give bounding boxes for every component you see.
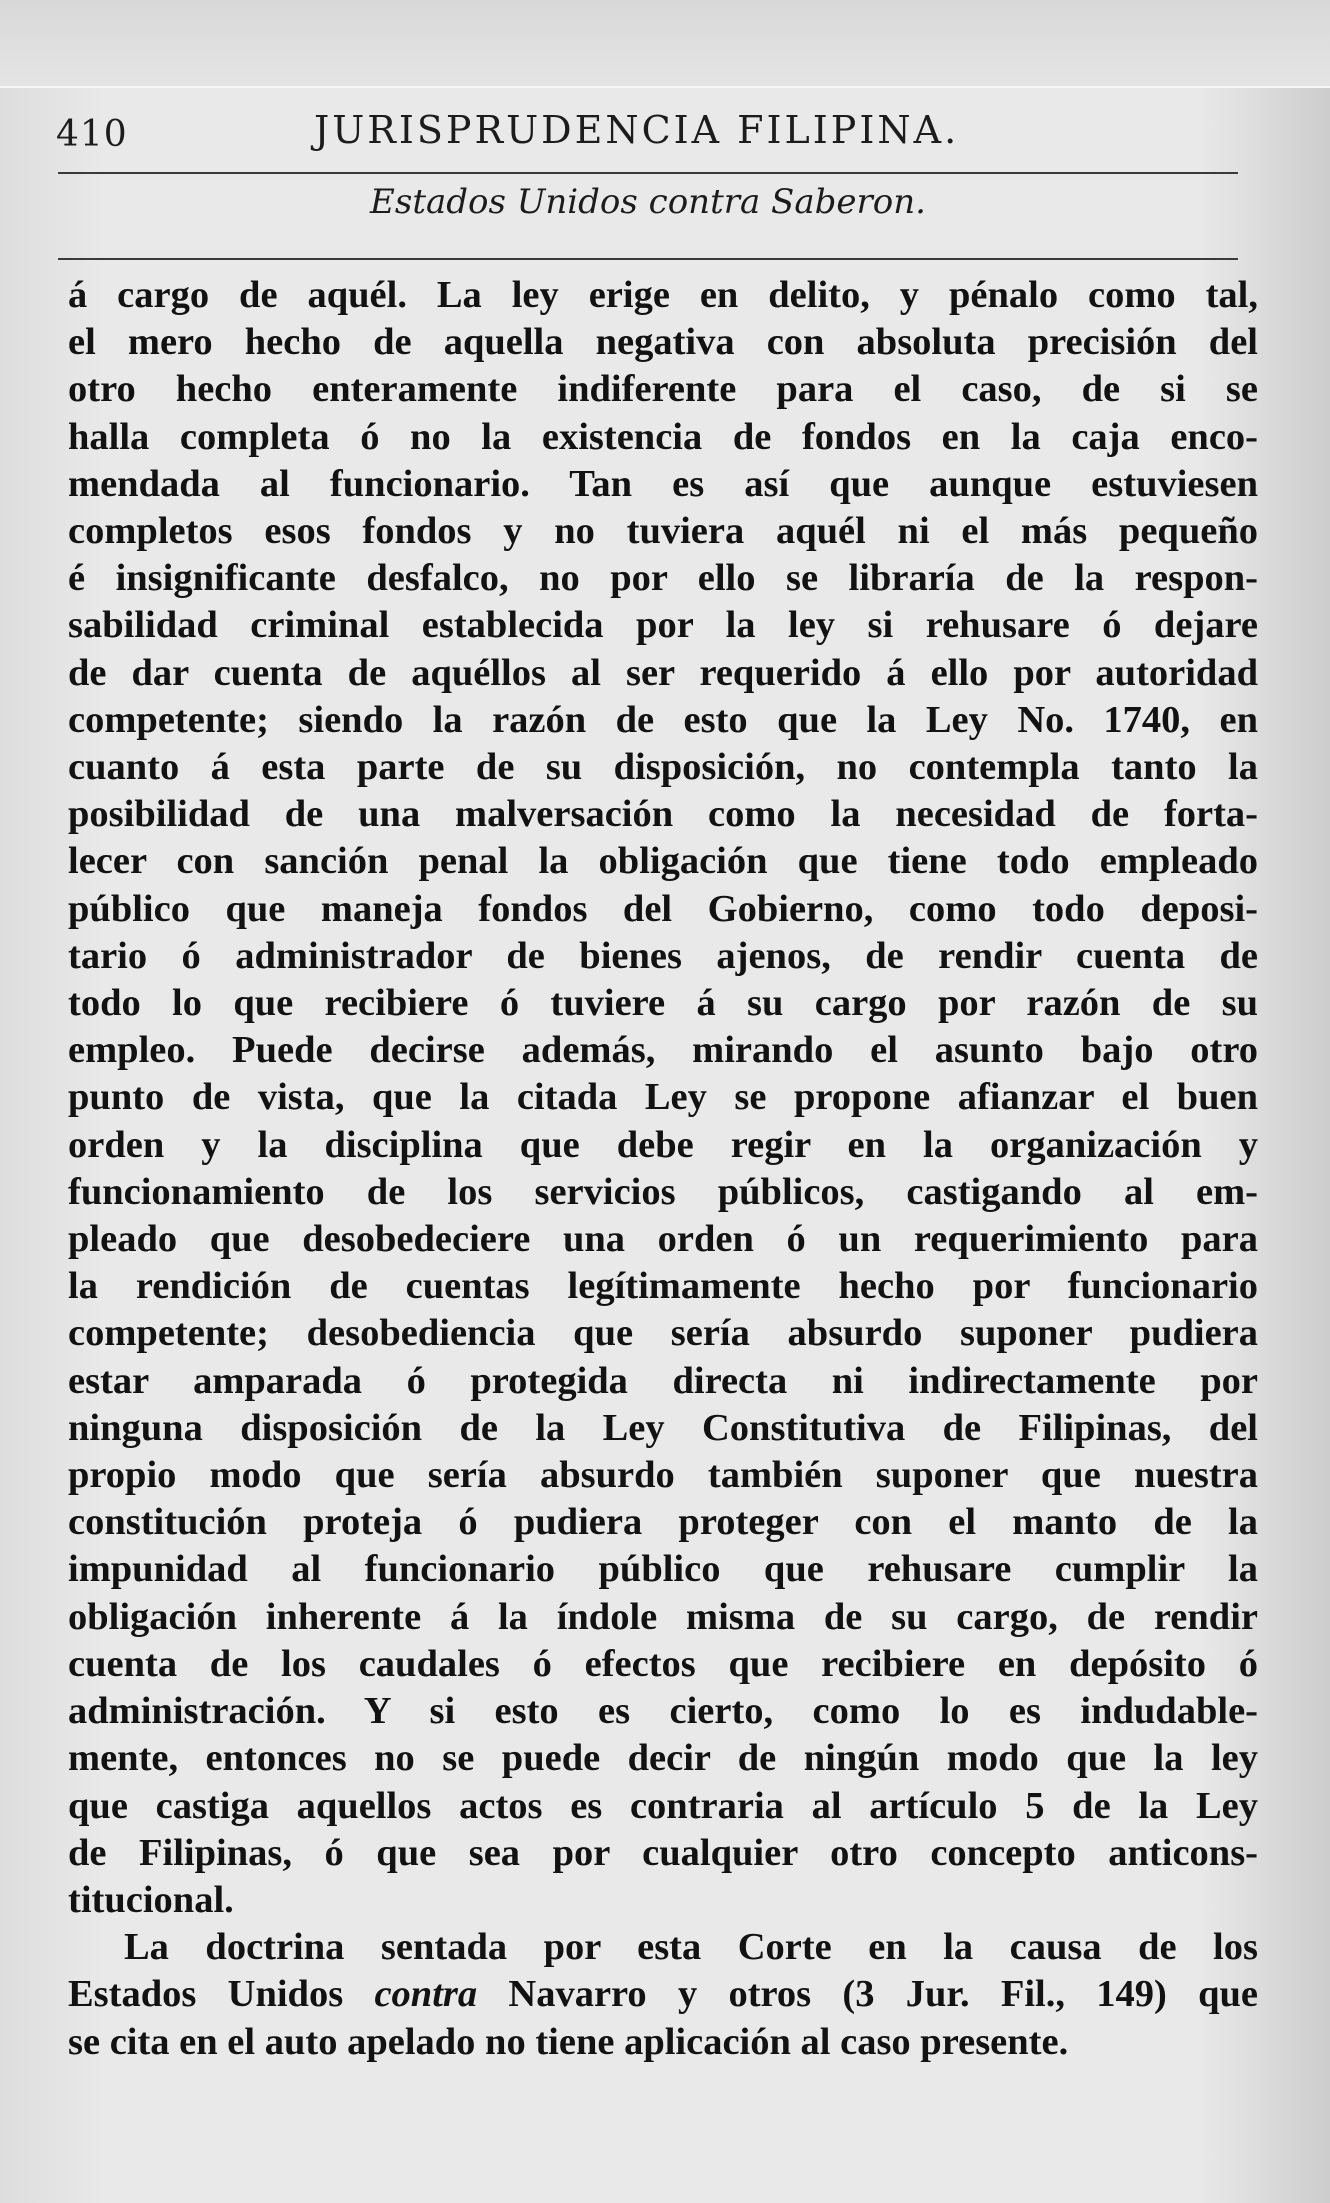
page-number: 410 (56, 114, 128, 155)
text-line: mendada al funcionario. Tan es así que aunque estuviesen (68, 462, 1258, 505)
text-run: Estados Unidos (68, 1973, 375, 2016)
text-line: de Filipinas, ó que sea por cualquier otro concepto anticons- (68, 1831, 1258, 1874)
header-rule-top (58, 172, 1238, 174)
text-line: se cita en el auto apelado no tiene aplicación al caso presente. (68, 2020, 1069, 2063)
journal-title: JURISPRUDENCIA FILIPINA. (314, 108, 960, 152)
text-line: orden y la disciplina que debe regir en la organización y (68, 1123, 1258, 1166)
paragraph-2 (68, 1924, 1258, 2066)
body-text (68, 272, 1258, 2066)
text-line: de dar cuenta de aquéllos al ser requerido á ello por autoridad (68, 651, 1258, 694)
text-line: lecer con sanción penal la obligación que tiene todo empleado (68, 840, 1258, 883)
text-line: impunidad al funcionario público que rehusare cumplir la (68, 1548, 1258, 1591)
text-line: á cargo de aquél. La ley erige en delito, y pénalo como tal, (68, 274, 1258, 316)
text-line: todo lo que recibiere ó tuviere á su cargo por razón de su (68, 982, 1258, 1025)
text-line: la rendición de cuentas legítimamente hecho por funcionario (68, 1265, 1258, 1308)
text-line: público que maneja fondos del Gobierno, como todo deposi- (68, 887, 1258, 930)
text-line: propio modo que sería absurdo también suponer que nuestra (68, 1454, 1258, 1497)
text-line: que castiga aquellos actos es contraria al artículo 5 de la Ley (68, 1784, 1258, 1827)
header-rule-bottom (58, 258, 1238, 260)
text-line: el mero hecho de aquella negativa con absoluta precisión del (68, 321, 1258, 364)
text-line: pleado que desobedeciere una orden ó un requerimiento para (68, 1218, 1258, 1261)
text-line: La doctrina sentada por esta Corte en la causa de los (124, 1926, 1258, 1969)
text-line: ninguna disposición de la Ley Constitutiva de Filipinas, del (68, 1406, 1258, 1449)
text-line: titucional. (68, 1878, 234, 1921)
text-line: completos esos fondos y no tuviera aquél ni el más pequeño (68, 510, 1258, 553)
text-run: Navarro y otros (3 Jur. Fil., 149) que (477, 1973, 1258, 2016)
text-line: halla completa ó no la existencia de fondos en la caja enco- (68, 415, 1258, 458)
text-line: cuanto á esta parte de su disposición, no contempla tanto la (68, 746, 1258, 789)
text-run-italic: contra (374, 1973, 478, 2016)
text-line: posibilidad de una malversación como la necesidad de forta- (68, 793, 1258, 836)
text-line: cuenta de los caudales ó efectos que recibiere en depósito ó (68, 1642, 1258, 1685)
text-line: administración. Y si esto es cierto, como lo es indudable- (68, 1690, 1258, 1733)
text-line (68, 1971, 1258, 2018)
text-line: tario ó administrador de bienes ajenos, de rendir cuenta de (68, 934, 1258, 977)
text-line: competente; siendo la razón de esto que la Ley No. 1740, en (68, 698, 1258, 741)
text-line: obligación inherente á la índole misma de su cargo, de rendir (68, 1595, 1258, 1638)
text-line: é insignificante desfalco, no por ello se libraría de la respon- (68, 557, 1258, 600)
text-line: punto de vista, que la citada Ley se propone afianzar el buen (68, 1076, 1258, 1119)
text-line: empleo. Puede decirse además, mirando el asunto bajo otro (68, 1029, 1258, 1072)
text-line: mente, entonces no se puede decir de ningún modo que la ley (68, 1737, 1258, 1780)
page-top-margin (0, 0, 1330, 88)
case-title: Estados Unidos contra Saberon. (370, 182, 926, 222)
paragraph-1 (68, 272, 1258, 1924)
text-line: funcionamiento de los servicios públicos, castigando al em- (68, 1170, 1258, 1213)
text-line: constitución proteja ó pudiera proteger con el manto de la (68, 1501, 1258, 1544)
text-line: otro hecho enteramente indiferente para el caso, de si se (68, 368, 1258, 411)
text-line: sabilidad criminal establecida por la ley si rehusare ó dejare (68, 604, 1258, 647)
text-line: estar amparada ó protegida directa ni indirectamente por (68, 1359, 1258, 1402)
text-line: competente; desobediencia que sería absurdo suponer pudiera (68, 1312, 1258, 1355)
running-head (56, 108, 1236, 164)
